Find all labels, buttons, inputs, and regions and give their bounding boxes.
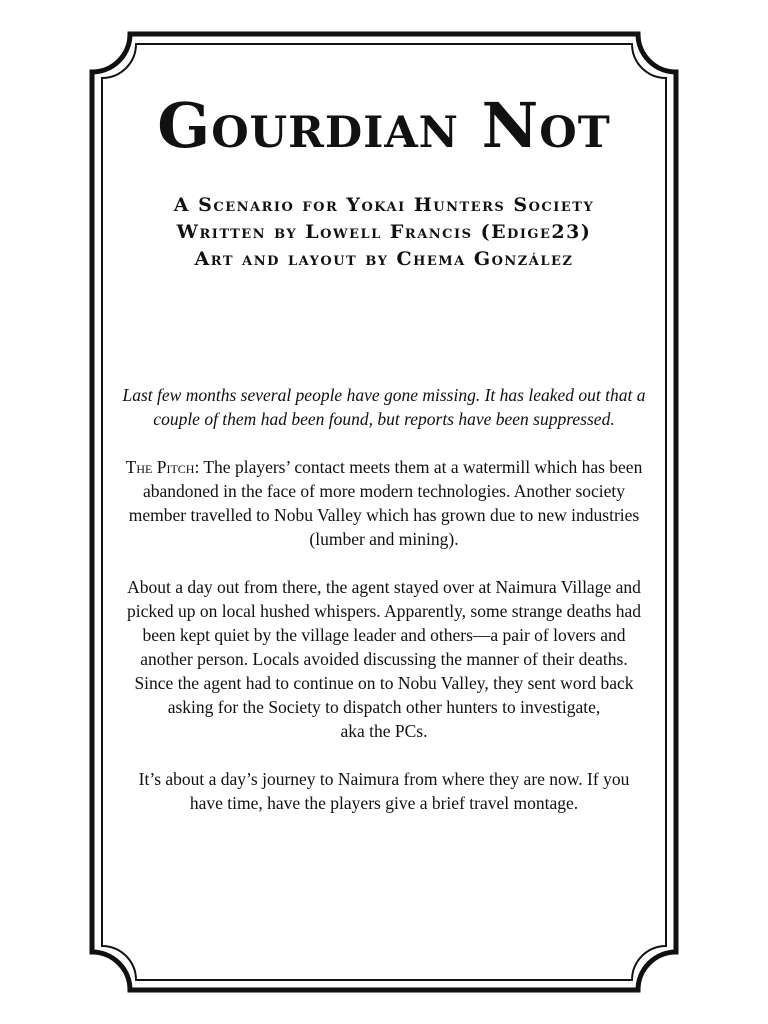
credits-block [0,192,768,273]
pitch-label: The Pitch: [125,457,200,477]
pitch-paragraph [120,455,648,551]
credit-line-scenario: A Scenario for Yokai Hunters Society [173,194,595,216]
credit-line-art: Art and layout by Chema González [194,248,574,270]
credit-line-author: Written by Lowell Francis (Edige23) [176,221,592,243]
scenario-title: Gourdian Not [157,89,611,162]
agent-paragraph [120,575,648,743]
pitch-text: The players’ contact meets them at a watermill which has been abandoned in the face of more modern technologies. Another society member travelled to Nobu Valley which has grown due to new industries (lumber and mining). [128,457,643,549]
journey-paragraph: It’s about a day’s journey to Naimura from where they are now. If you have time, have the players give a brief travel montage. [138,769,630,813]
agent-paragraph-text: About a day out from there, the agent stayed over at Naimura Village and picked up on local hushed whispers. Apparently, some strange deaths had been kept quiet by the village leader and others—a pair of lovers and another person. Locals avoided discussing the manner of their deaths. Since the agent had to continue on to Nobu Valley, they sent word back asking for the Society to dispatch other hunters to investigate, [126,577,642,717]
hook-paragraph: Last few months several people have gone missing. It has leaked out that a couple of them had been found, but reports have been suppressed. [122,385,646,429]
body-text [120,383,648,839]
agent-paragraph-end: aka the PCs. [340,721,428,741]
